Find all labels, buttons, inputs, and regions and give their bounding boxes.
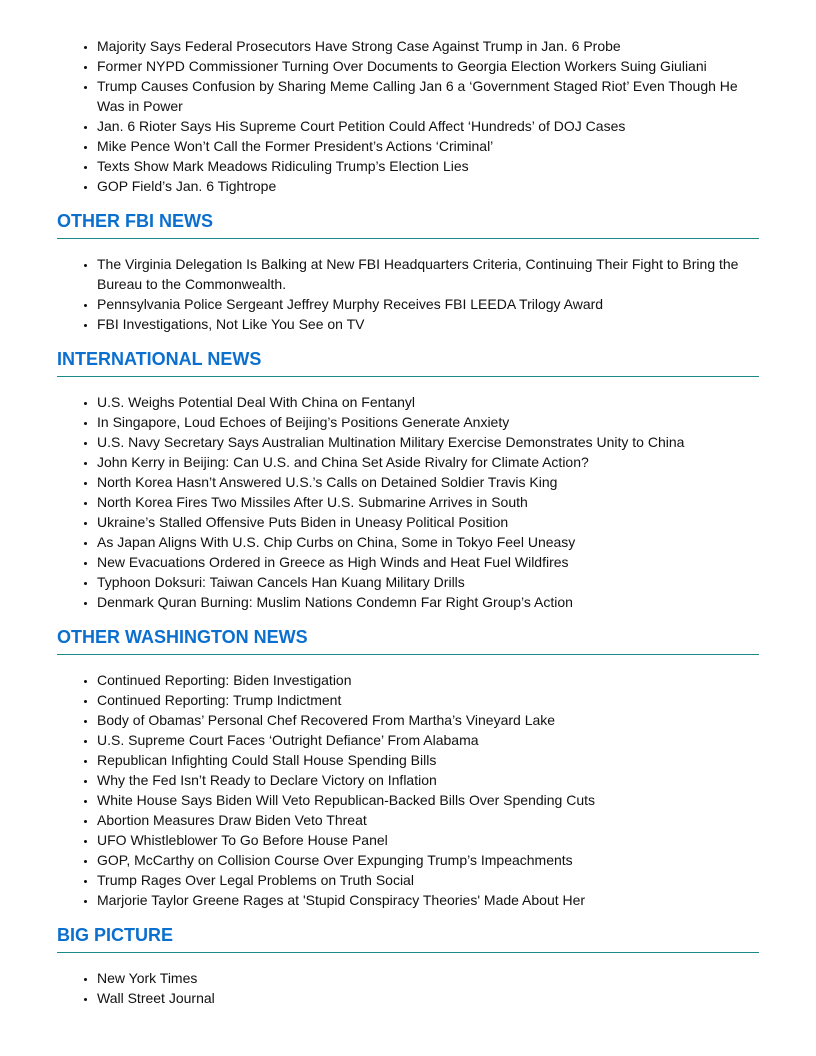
list-item (97, 988, 759, 1008)
list-item (97, 890, 759, 910)
article-list (57, 392, 759, 612)
section-big-picture (57, 924, 759, 1008)
section-top-stories (57, 36, 759, 196)
article-link[interactable]: Continued Reporting: Trump Indictment (97, 692, 342, 708)
list-item (97, 572, 759, 592)
article-link[interactable]: In Singapore, Loud Echoes of Beijing’s Positions Generate Anxiety (97, 414, 510, 430)
article-link[interactable]: GOP Field’s Jan. 6 Tightrope (97, 178, 277, 194)
list-item (97, 392, 759, 412)
article-link[interactable]: New York Times (97, 970, 198, 986)
article-link[interactable]: John Kerry in Beijing: Can U.S. and China Set Aside Rivalry for Climate Action? (97, 454, 589, 470)
section-heading: OTHER FBI NEWS (57, 210, 759, 239)
list-item (97, 770, 759, 790)
article-link[interactable]: Texts Show Mark Meadows Ridiculing Trump’s Election Lies (97, 158, 469, 174)
article-link[interactable]: U.S. Supreme Court Faces ‘Outright Defiance’ From Alabama (97, 732, 479, 748)
article-link[interactable]: Abortion Measures Draw Biden Veto Threat (97, 812, 367, 828)
list-item (97, 452, 759, 472)
list-item (97, 472, 759, 492)
section-heading: OTHER WASHINGTON NEWS (57, 626, 759, 655)
article-link[interactable]: UFO Whistleblower To Go Before House Panel (97, 832, 388, 848)
list-item (97, 412, 759, 432)
article-link[interactable]: U.S. Navy Secretary Says Australian Multination Military Exercise Demonstrates Unity to China (97, 434, 685, 450)
article-link[interactable]: Body of Obamas’ Personal Chef Recovered From Martha’s Vineyard Lake (97, 712, 556, 728)
article-link[interactable]: Marjorie Taylor Greene Rages at 'Stupid Conspiracy Theories' Made About Her (97, 892, 586, 908)
list-item (97, 968, 759, 988)
article-link[interactable]: Continued Reporting: Biden Investigation (97, 672, 352, 688)
list-item (97, 592, 759, 612)
list-item (97, 532, 759, 552)
article-link[interactable]: Denmark Quran Burning: Muslim Nations Condemn Far Right Group’s Action (97, 594, 573, 610)
list-item (97, 76, 759, 116)
section-heading: BIG PICTURE (57, 924, 759, 953)
article-link[interactable]: U.S. Weighs Potential Deal With China on Fentanyl (97, 394, 416, 410)
article-link[interactable]: Mike Pence Won’t Call the Former President’s Actions ‘Criminal’ (97, 138, 494, 154)
list-item (97, 730, 759, 750)
list-item (97, 156, 759, 176)
article-list (57, 36, 759, 196)
list-item (97, 850, 759, 870)
article-list (57, 670, 759, 910)
article-link[interactable]: The Virginia Delegation Is Balking at New FBI Headquarters Criteria, Continuing Their Fight to Bring the Bureau to the Commonwealth. (97, 256, 739, 292)
article-link[interactable]: As Japan Aligns With U.S. Chip Curbs on China, Some in Tokyo Feel Uneasy (97, 534, 576, 550)
list-item (97, 810, 759, 830)
list-item (97, 670, 759, 690)
section-heading: INTERNATIONAL NEWS (57, 348, 759, 377)
article-link[interactable]: North Korea Fires Two Missiles After U.S. Submarine Arrives in South (97, 494, 528, 510)
list-item (97, 294, 759, 314)
article-link[interactable]: Pennsylvania Police Sergeant Jeffrey Murphy Receives FBI LEEDA Trilogy Award (97, 296, 604, 312)
list-item (97, 492, 759, 512)
article-link[interactable]: Wall Street Journal (97, 990, 215, 1006)
article-link[interactable]: Majority Says Federal Prosecutors Have Strong Case Against Trump in Jan. 6 Probe (97, 38, 621, 54)
article-link[interactable]: Jan. 6 Rioter Says His Supreme Court Petition Could Affect ‘Hundreds’ of DOJ Cases (97, 118, 626, 134)
article-link[interactable]: Typhoon Doksuri: Taiwan Cancels Han Kuang Military Drills (97, 574, 465, 590)
article-link[interactable]: New Evacuations Ordered in Greece as High Winds and Heat Fuel Wildfires (97, 554, 569, 570)
article-list (57, 254, 759, 334)
section-other-washington-news (57, 626, 759, 910)
article-link[interactable]: Trump Rages Over Legal Problems on Truth Social (97, 872, 414, 888)
article-link[interactable]: Trump Causes Confusion by Sharing Meme Calling Jan 6 a ‘Government Staged Riot’ Even Though He Was in Power (97, 78, 738, 114)
list-item (97, 36, 759, 56)
article-list (57, 968, 759, 1008)
article-link[interactable]: North Korea Hasn’t Answered U.S.’s Calls on Detained Soldier Travis King (97, 474, 558, 490)
list-item (97, 790, 759, 810)
list-item (97, 710, 759, 730)
list-item (97, 56, 759, 76)
article-link[interactable]: GOP, McCarthy on Collision Course Over Expunging Trump’s Impeachments (97, 852, 573, 868)
article-link[interactable]: Why the Fed Isn’t Ready to Declare Victory on Inflation (97, 772, 437, 788)
list-item (97, 116, 759, 136)
list-item (97, 314, 759, 334)
list-item (97, 870, 759, 890)
list-item (97, 254, 759, 294)
list-item (97, 750, 759, 770)
list-item (97, 176, 759, 196)
article-link[interactable]: Republican Infighting Could Stall House Spending Bills (97, 752, 437, 768)
list-item (97, 690, 759, 710)
article-link[interactable]: FBI Investigations, Not Like You See on TV (97, 316, 365, 332)
article-link[interactable]: Former NYPD Commissioner Turning Over Documents to Georgia Election Workers Suing Giuliani (97, 58, 707, 74)
list-item (97, 512, 759, 532)
list-item (97, 136, 759, 156)
article-link[interactable]: White House Says Biden Will Veto Republican-Backed Bills Over Spending Cuts (97, 792, 596, 808)
news-digest-page (57, 36, 759, 1008)
section-other-fbi-news (57, 210, 759, 334)
list-item (97, 830, 759, 850)
list-item (97, 552, 759, 572)
article-link[interactable]: Ukraine’s Stalled Offensive Puts Biden in Uneasy Political Position (97, 514, 509, 530)
list-item (97, 432, 759, 452)
section-international-news (57, 348, 759, 612)
